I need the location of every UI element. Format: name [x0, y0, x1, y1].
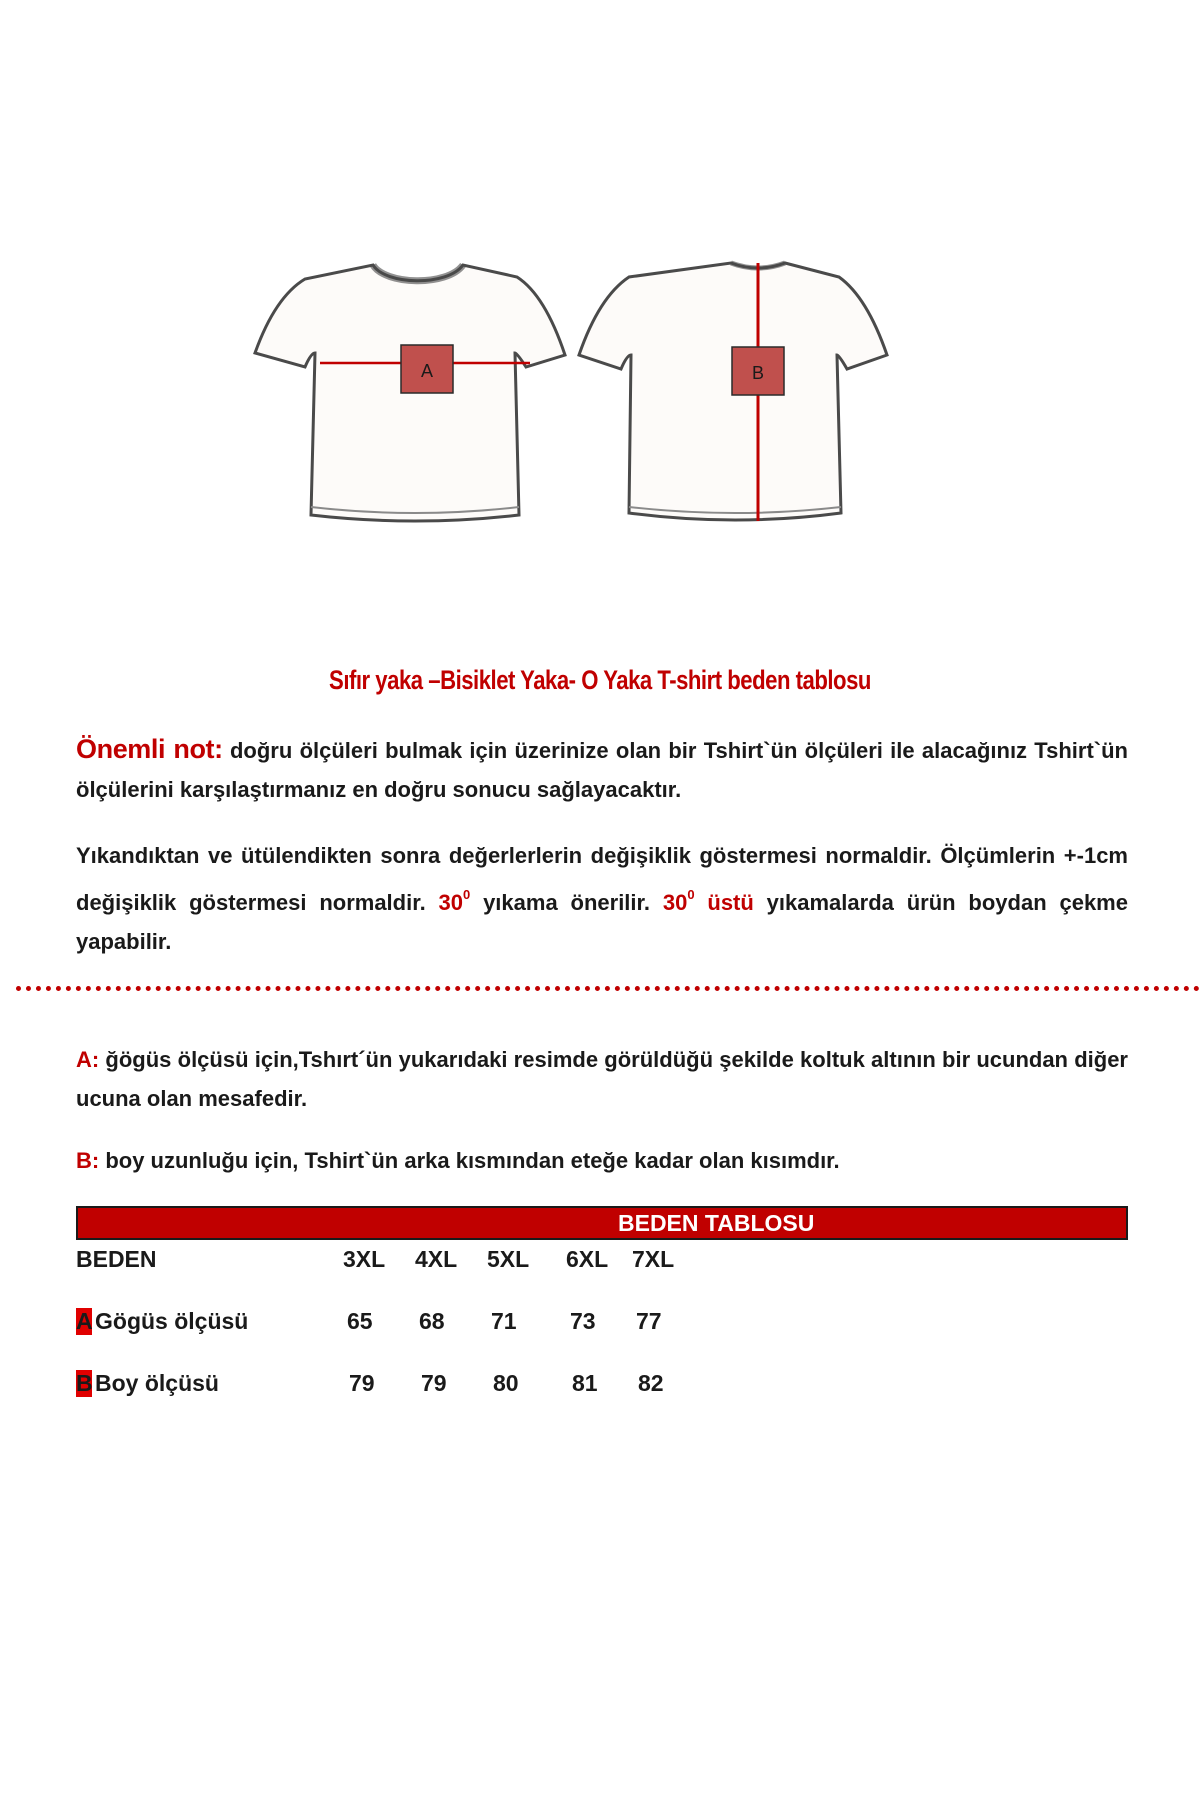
- page-title: Sıfır yaka –Bisiklet Yaka- O Yaka T-shirt beden tablosu: [329, 665, 871, 695]
- row-a-label: Gögüs ölçüsü: [95, 1308, 249, 1334]
- definition-b-text: boy uzunluğu için, Tshirt`ün arka kısmından eteğe kadar olan kısımdır.: [99, 1148, 840, 1173]
- tshirt-back-illustration: [579, 263, 887, 521]
- washing-info-text-2: yıkama önerilir.: [470, 890, 663, 915]
- washing-info-text-1: Yıkandıktan ve ütülendikten sonra değerlerlerin değişiklik göstermesi normaldir. Ölçümlerin +-1cm değişiklik göstermesi normaldir.: [76, 843, 1128, 915]
- tshirt-measurement-figure: [225, 235, 985, 580]
- size-table-title: BEDEN TABLOSU: [618, 1210, 815, 1236]
- table-row-length: [76, 1370, 219, 1397]
- wash-temperature-2-degree: 0: [687, 887, 695, 902]
- washing-info-text-3: yıkamalarda ürün boydan çekme yapabilir.: [76, 890, 1128, 954]
- row-b-label: Boy ölçüsü: [95, 1370, 219, 1396]
- row-a-badge: A: [76, 1308, 93, 1334]
- size-column-label: BEDEN: [76, 1246, 157, 1272]
- marker-b-label: B: [751, 363, 765, 383]
- chest-value-3xl: 65: [347, 1308, 373, 1334]
- size-7xl: 7XL: [632, 1246, 675, 1272]
- row-b-badge: B: [76, 1370, 93, 1396]
- definition-b: [76, 1141, 1128, 1180]
- chest-value-5xl: 71: [491, 1308, 517, 1334]
- wash-temperature-2-value: 30: [662, 890, 688, 915]
- size-5xl: 5XL: [487, 1246, 530, 1272]
- length-value-5xl: 80: [493, 1370, 519, 1396]
- size-6xl: 6XL: [566, 1246, 609, 1272]
- definition-a-text: ğögüs ölçüsü için,Tshırt´ün yukarıdaki resimde görüldüğü şekilde koltuk altının bir ucundan diğer ucuna olan mesafedir.: [76, 1047, 1128, 1111]
- wash-temperature-2-suffix: üstü: [694, 890, 754, 915]
- marker-a-label: A: [420, 361, 434, 381]
- chest-value-4xl: 68: [419, 1308, 445, 1334]
- important-note-label: Önemli not:: [76, 734, 223, 764]
- length-value-6xl: 81: [572, 1370, 598, 1396]
- length-value-7xl: 82: [638, 1370, 664, 1396]
- washing-info: [76, 836, 1128, 961]
- size-table-header: [76, 1206, 1128, 1240]
- length-value-3xl: 79: [349, 1370, 375, 1396]
- important-note-text: doğru ölçüleri bulmak için üzerinize olan bir Tshirt`ün ölçüleri ile alacağınız Tshirt`ün ölçülerini karşılaştırmanız en doğru sonucu sağlayacaktır.: [76, 738, 1128, 802]
- wash-temperature-2: [662, 887, 754, 915]
- wash-temperature-1-value: 30: [438, 890, 463, 915]
- wash-temperature-1: [438, 887, 471, 915]
- tshirt-front-illustration: [255, 265, 565, 521]
- size-3xl: 3XL: [343, 1246, 386, 1272]
- wash-temperature-1-degree: 0: [463, 887, 471, 902]
- size-4xl: 4XL: [415, 1246, 458, 1272]
- definition-a-label: A:: [76, 1047, 100, 1072]
- chest-value-7xl: 77: [636, 1308, 662, 1334]
- definition-a: [76, 1040, 1128, 1118]
- length-value-4xl: 79: [421, 1370, 447, 1396]
- definition-b-label: B:: [76, 1148, 100, 1173]
- table-row-chest: [76, 1308, 248, 1335]
- dotted-divider: [16, 986, 1200, 991]
- chest-value-6xl: 73: [570, 1308, 596, 1334]
- important-note: [76, 730, 1128, 809]
